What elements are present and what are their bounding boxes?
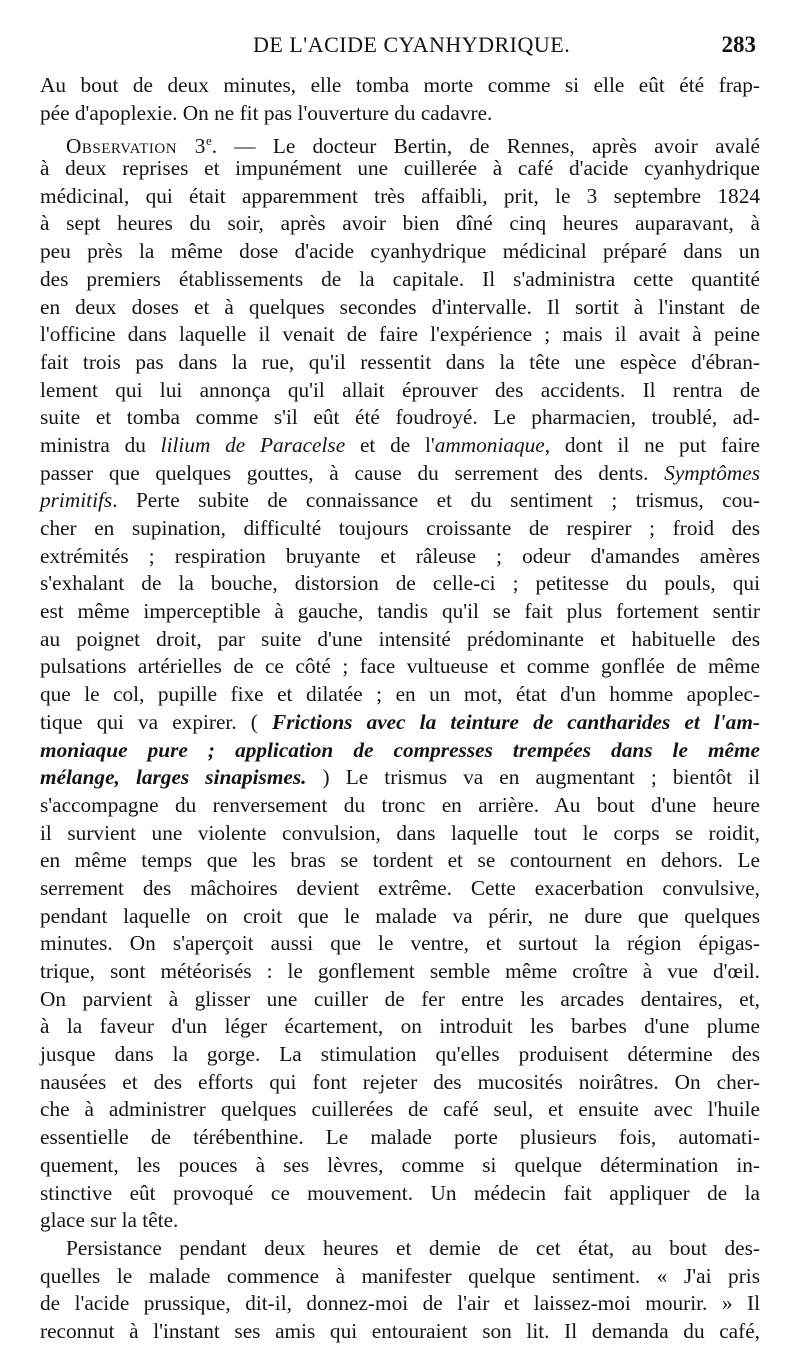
- text-line: [40, 100, 760, 128]
- text-segment: reconnut à l'instant ses amis qui entouraient son lit. Il demanda du café,: [40, 1318, 760, 1343]
- text-segment: en deux doses et à quelques secondes d'intervalle. Il sortit à l'instant de: [40, 294, 760, 319]
- text-line: [40, 1263, 760, 1291]
- text-segment: pendant laquelle on croit que le malade va périr, ne dure que quelques: [40, 903, 760, 928]
- text-segment: que le col, pupille fixe et dilatée ; en un mot, état d'un homme apoplec-: [40, 682, 760, 707]
- text-line: [40, 1041, 760, 1069]
- text-segment: . Perte subite de connaissance et du sentiment ; trismus, cou-: [112, 488, 760, 513]
- text-line: [40, 321, 760, 349]
- text-segment: quement, les pouces à ses lèvres, comme si quelque détermination in-: [40, 1152, 760, 1177]
- text-segment: Persistance pendant deux heures et demie de cet état, au bout des-: [66, 1235, 760, 1260]
- text-line: [40, 958, 760, 986]
- text-segment: l'officine dans laquelle il venait de faire l'expérience ; mais il avait à peine: [40, 322, 760, 347]
- text-line: [40, 1318, 760, 1346]
- text-segment: minutes. On s'aperçoit aussi que le ventre, et surtout la région épigas-: [40, 931, 760, 956]
- text-segment: ) Le trismus va en augmentant ; bientôt il: [306, 765, 760, 790]
- text-segment: nausées et des efforts qui font rejeter des mucosités noirâtres. On cher-: [40, 1069, 760, 1094]
- text-segment: essentielle de térébenthine. Le malade porte plusieurs fois, automati-: [40, 1125, 760, 1150]
- text-line: [40, 349, 760, 377]
- text-segment: tique qui va expirer. (: [40, 709, 272, 734]
- text-segment: Au bout de deux minutes, elle tomba morte comme si elle eût été frap-: [40, 73, 760, 97]
- text-line: [40, 1180, 760, 1208]
- text-segment: suite et tomba comme s'il eût été foudroyé. Le pharmacien, troublé, ad-: [40, 405, 760, 430]
- text-line: [40, 598, 760, 626]
- text-line: [40, 1124, 760, 1152]
- text-segment: est même imperceptible à gauche, tandis qu'il se fait plus fortement sentir: [40, 599, 760, 624]
- text-segment: quelles le malade commence à manifester quelque sentiment. « J'ai pris: [40, 1263, 760, 1288]
- text-line: [40, 903, 760, 931]
- text-line: [40, 266, 760, 294]
- text-line: [40, 1207, 760, 1235]
- text-line: [40, 1235, 760, 1263]
- text-segment: trique, sont météorisés : le gonflement semble même croître à vue d'œil.: [40, 959, 760, 983]
- text-segment: e: [205, 133, 212, 149]
- text-line: [40, 1290, 760, 1318]
- text-segment: pulsations artérielles de ce côté ; face vultueuse et comme gonflée de même: [40, 654, 760, 679]
- text-line: [40, 210, 760, 238]
- text-segment: s'exhalant de la bouche, distorsion de celle-ci ; petitesse du pouls, qui: [40, 571, 760, 596]
- text-segment: primitifs: [40, 488, 113, 513]
- text-segment: lement qui lui annonça qu'il allait éprouver des accidents. Il rentra de: [40, 377, 760, 402]
- page-number: 283: [721, 32, 756, 57]
- text-line: [40, 570, 760, 598]
- text-segment: Observation 3: [66, 134, 206, 159]
- text-line: [40, 709, 760, 737]
- text-line: [40, 155, 760, 183]
- text-segment: fait trois pas dans la rue, qu'il ressentit dans la tête une espèce d'ébran-: [40, 349, 760, 374]
- text-line: [40, 820, 760, 848]
- text-line: [40, 847, 760, 875]
- text-segment: s'accompagne du renversement du tronc en arrière. Au bout d'une heure: [40, 792, 760, 817]
- text-line: [40, 986, 760, 1014]
- text-line: [40, 792, 760, 820]
- text-segment: serrement des mâchoires devient extrême. Cette exacerbation convulsive,: [40, 875, 760, 900]
- text-segment: au poignet droit, par suite d'une intensité prédominante et habituelle des: [40, 626, 760, 651]
- text-segment: et de l': [345, 432, 435, 457]
- text-segment: ministra du: [40, 432, 161, 457]
- text-line: [40, 432, 760, 460]
- text-segment: Frictions avec la teinture de cantharides et l'am-: [271, 709, 760, 734]
- text-line: [40, 543, 760, 571]
- text-line: [40, 737, 760, 765]
- text-segment: . — Le docteur Bertin, de Rennes, après avoir avalé: [211, 134, 761, 159]
- text-line: [40, 875, 760, 903]
- text-segment: , dont il ne put faire: [544, 432, 760, 457]
- text-line: [40, 460, 760, 488]
- text-segment: pée d'apoplexie. On ne fit pas l'ouverture du cadavre.: [40, 100, 493, 125]
- text-segment: glace sur la tête.: [40, 1208, 179, 1233]
- running-title: DE L'ACIDE CYANHYDRIQUE.: [253, 32, 571, 57]
- text-line: [40, 1013, 760, 1041]
- text-segment: cher en supination, difficulté toujours croissante de respirer ; froid des: [40, 516, 760, 540]
- text-line: [40, 1069, 760, 1097]
- text-line: [40, 930, 760, 958]
- text-line: [40, 72, 760, 100]
- text-segment: moniaque pure ; application de compresses trempées dans le même: [40, 737, 760, 762]
- text-segment: mélange, larges sinapismes.: [40, 765, 307, 790]
- text-segment: lilium de Paracelse: [160, 432, 346, 457]
- text-segment: stinctive eût provoqué ce mouvement. Un médecin fait appliquer de la: [40, 1180, 760, 1205]
- text-segment: à la faveur d'un léger écartement, on introduit les barbes d'une plume: [40, 1014, 760, 1039]
- running-header: [38, 30, 758, 64]
- text-line: [40, 1152, 760, 1180]
- text-segment: ammoniaque: [434, 432, 545, 457]
- text-line: [40, 515, 760, 543]
- text-line: [40, 238, 760, 266]
- text-line: [40, 487, 760, 515]
- text-line: [40, 1096, 760, 1124]
- text-line: [40, 681, 760, 709]
- text-segment: à sept heures du soir, après avoir bien dîné cinq heures auparavant, à: [40, 211, 760, 236]
- text-line: [40, 183, 760, 211]
- text-segment: jusque dans la gorge. La stimulation qu'elles produisent détermine des: [40, 1042, 760, 1067]
- text-segment: Symptômes: [664, 460, 760, 485]
- text-segment: en même temps que les bras se tordent et se contournent en dehors. Le: [40, 848, 760, 873]
- text-line: [40, 294, 760, 322]
- text-segment: de l'acide prussique, dit-il, donnez-moi de l'air et laissez-moi mourir. » Il: [40, 1291, 760, 1316]
- text-segment: passer que quelques gouttes, à cause du serrement des dents.: [40, 460, 665, 485]
- text-line: [40, 764, 760, 792]
- body-text: [40, 72, 760, 1346]
- text-segment: On parvient à glisser une cuiller de fer entre les arcades dentaires, et,: [40, 986, 760, 1011]
- text-segment: des premiers établissements de la capitale. Il s'administra cette quantité: [40, 266, 760, 291]
- text-segment: extrémités ; respiration bruyante et râleuse ; odeur d'amandes amères: [40, 543, 760, 568]
- text-line: [40, 377, 760, 405]
- text-line: [40, 127, 761, 159]
- text-segment: che à administrer quelques cuillerées de café seul, et ensuite avec l'huile: [40, 1097, 760, 1122]
- text-line: [40, 653, 760, 681]
- text-line: [40, 404, 760, 432]
- text-segment: il survient une violente convulsion, dans laquelle tout le corps se roidit,: [40, 820, 760, 845]
- text-segment: à deux reprises et impunément une cuillerée à café d'acide cyanhydrique: [40, 156, 760, 181]
- text-segment: peu près la même dose d'acide cyanhydrique médicinal préparé dans un: [40, 239, 760, 264]
- text-segment: médicinal, qui était apparemment très affaibli, prit, le 3 septembre 1824: [40, 183, 760, 208]
- text-line: [40, 626, 760, 654]
